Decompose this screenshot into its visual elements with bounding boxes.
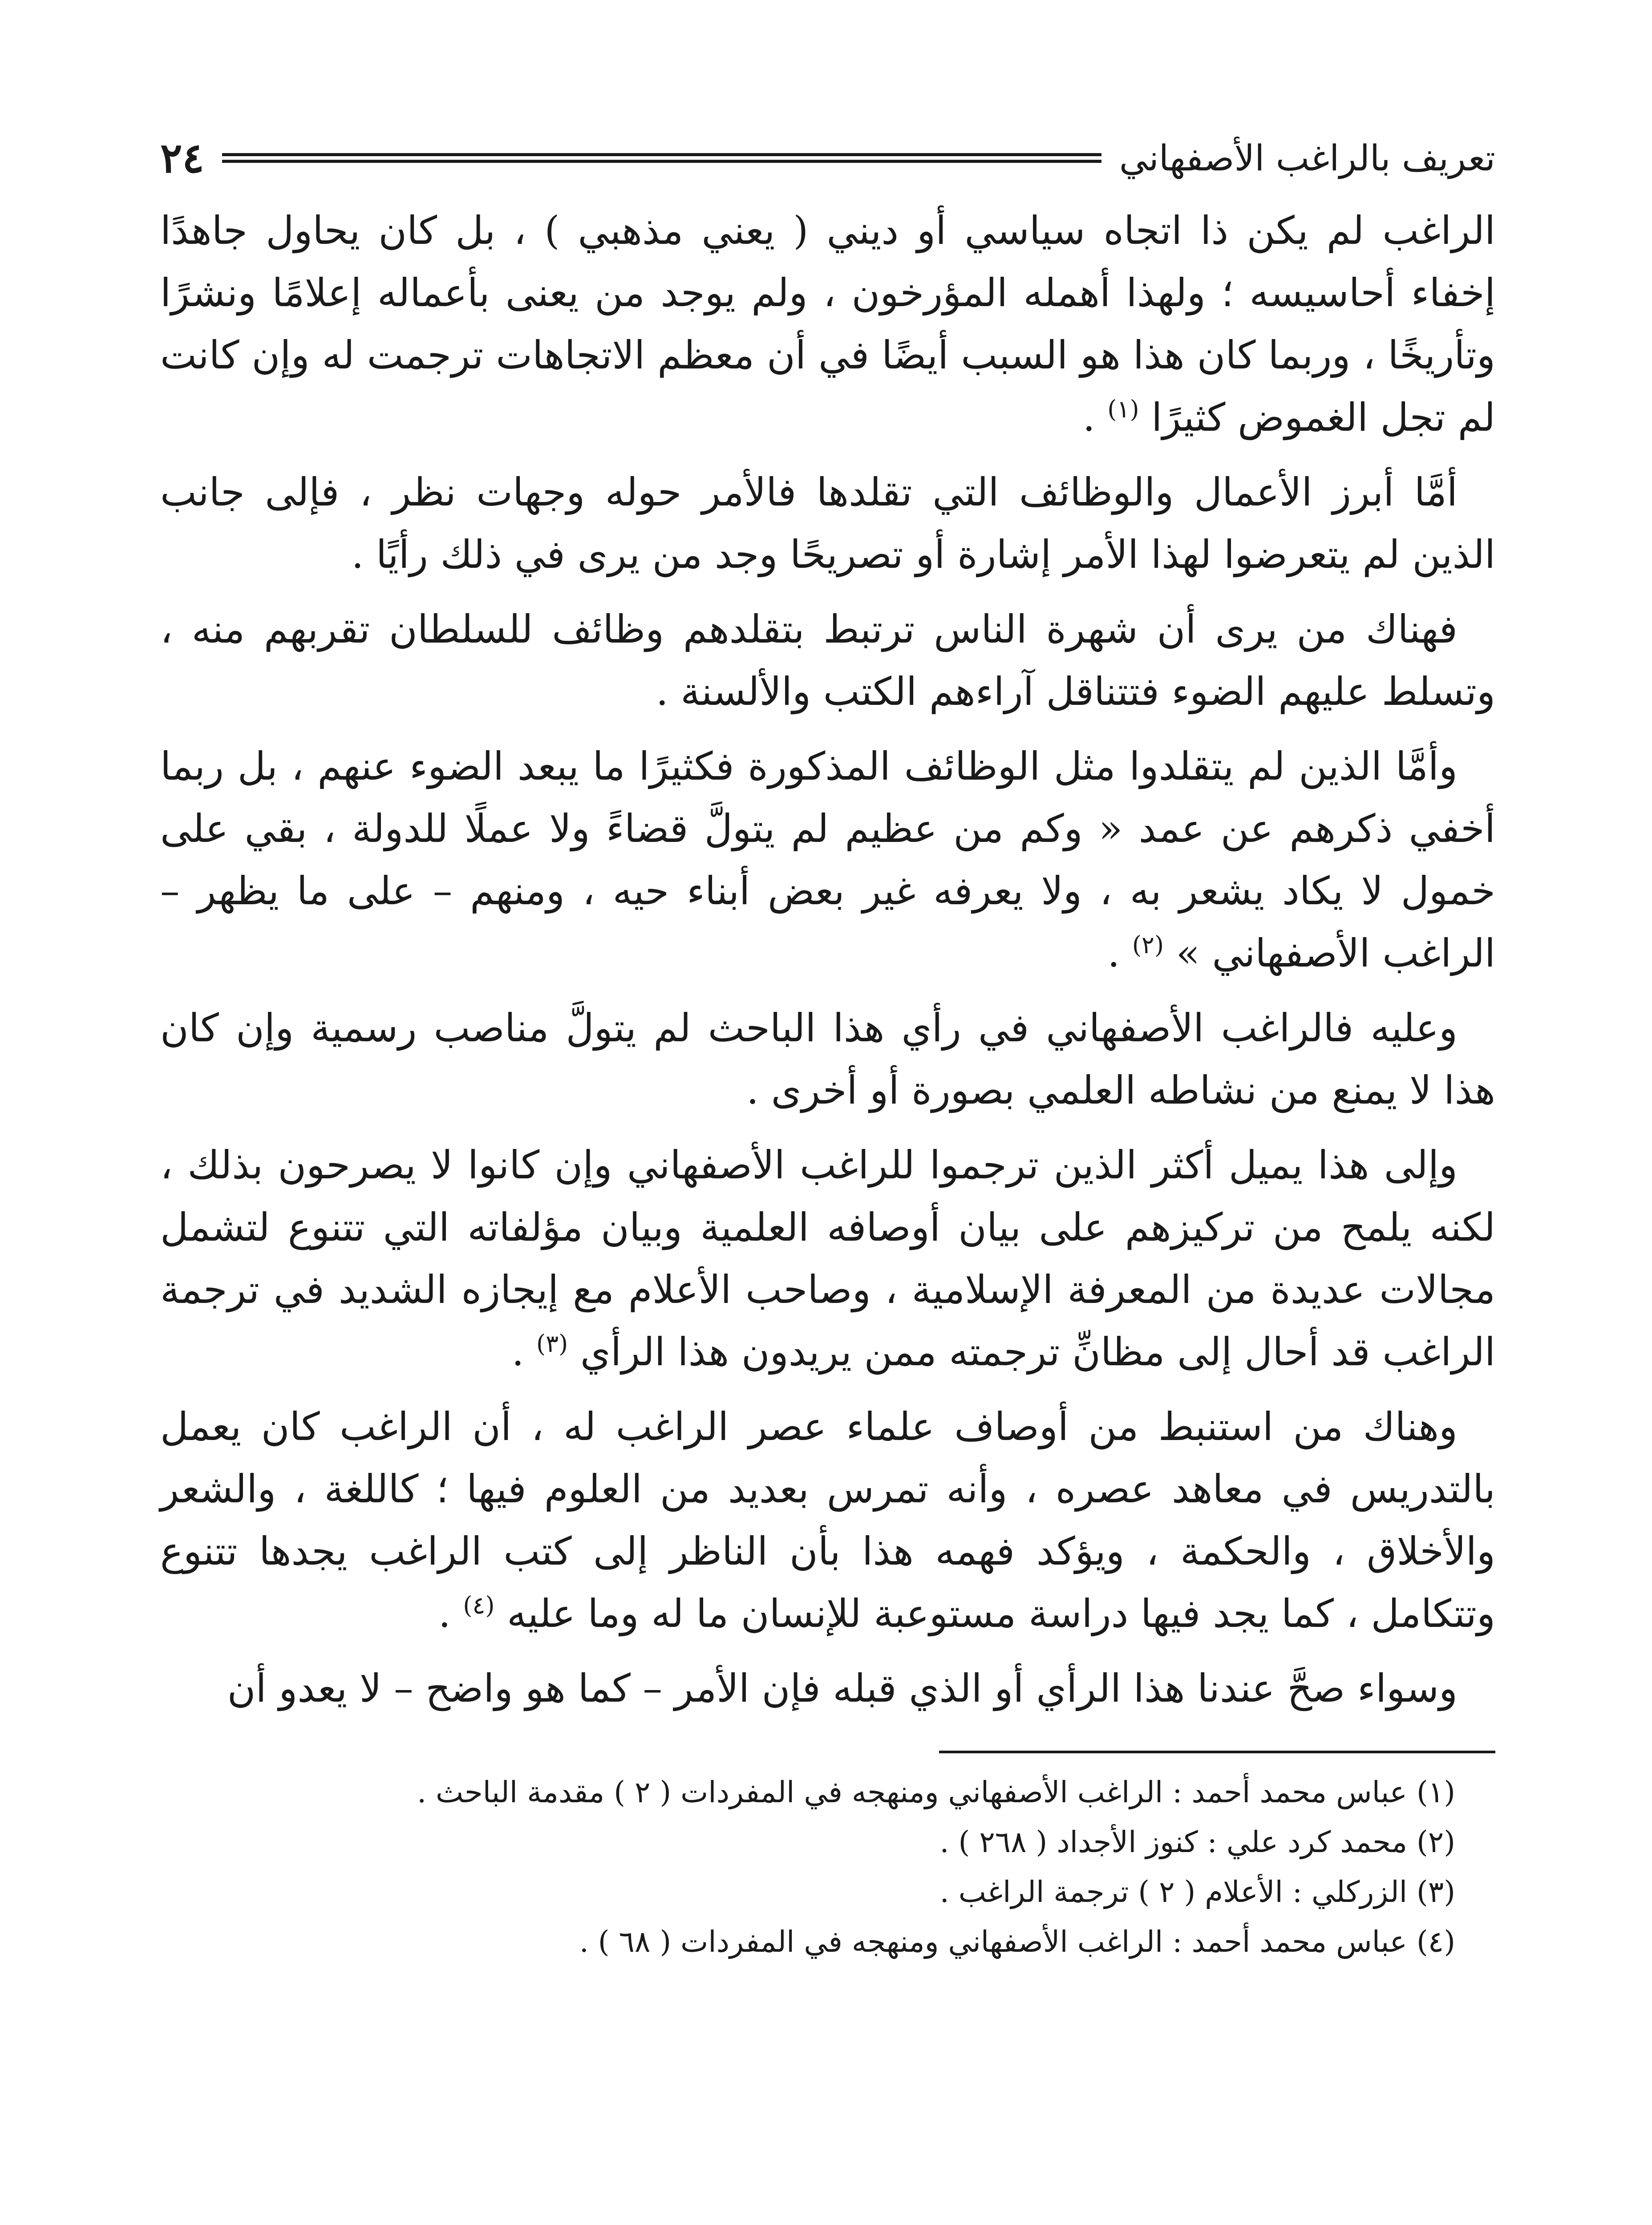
- footnote-reference: (٣): [536, 1330, 568, 1358]
- footnotes: [160, 1768, 1495, 1967]
- paragraph-text: وهناك من استنبط من أوصاف علماء عصر الراغب له ، أن الراغب كان يعمل بالتدريس في معاهد عصره ، وأنه تمرس بعديد من العلوم فيها ؛ كاللغة ، والشعر والأخلاق ، والحكمة ، ويؤكد فهمه هذا بأن الناظر إلى كتب الراغب يجدها تتنوع وتتكامل ، كما يجد فيها دراسة مستوعبة للإنسان ما له وما عليه: [160, 1404, 1495, 1636]
- paragraph-tail: .: [511, 1329, 537, 1375]
- footnote: (٤) عباس محمد أحمد : الراغب الأصفهاني ومنهجه في المفردات ( ٦٨ ) .: [579, 1925, 1455, 1959]
- paragraph: [160, 199, 1495, 449]
- header-double-rule: [222, 153, 1101, 163]
- paragraph: [160, 997, 1495, 1121]
- paragraph: [160, 598, 1495, 723]
- paragraph-text: وعليه فالراغب الأصفهاني في رأي هذا الباحث لم يتولَّ مناصب رسمية وإن كان هذا لا يمنع من نشاطه العلمي بصورة أو أخرى .: [160, 1005, 1495, 1113]
- footnote-separator: [939, 1751, 1495, 1753]
- paragraph-tail: .: [1083, 395, 1108, 440]
- paragraph: [160, 1396, 1495, 1645]
- paragraph: [160, 735, 1495, 984]
- paragraph-text: وأمَّا الذين لم يتقلدوا مثل الوظائف المذكورة فكثيرًا ما يبعد الضوء عنهم ، بل ربما أخفي ذكرهم عن عمد « وكم من عظيم لم يتولَّ قضاءً ولا عملًا للدولة ، بقي على خمول لا يكاد يشعر به ، ولا يعرفه غير بعض أبناء حيه ، ومنهم – على ما يظهر – الراغب الأصفهاني »: [160, 744, 1495, 976]
- running-header: [160, 129, 1495, 187]
- paragraph-text: الراغب لم يكن ذا اتجاه سياسي أو ديني ( يعني مذهبي ) ، بل كان يحاول جاهدًا إخفاء أحاسيسه ؛ ولهذا أهمله المؤرخون ، ولم يوجد من يعنى بأعماله إعلامًا ونشرًا وتأريخًا ، وربما كان هذا هو السبب أيضًا في أن معظم الاتجاهات ترجمت له وإن كانت لم تجل الغموض كثيرًا: [160, 208, 1495, 440]
- page-number: ٢٤: [160, 134, 204, 182]
- paragraph-text: فهناك من يرى أن شهرة الناس ترتبط بتقلدهم وظائف للسلطان تقربهم منه ، وتسلط عليهم الضوء فتتناقل آراءهم الكتب والألسنة .: [160, 607, 1495, 714]
- running-title: تعريف بالراغب الأصفهاني: [1119, 137, 1495, 179]
- paragraph-text: وسواء صحَّ عندنا هذا الرأي أو الذي قبله فإن الأمر – كما هو واضح – لا يعدو أن: [227, 1666, 1458, 1711]
- book-page: [160, 129, 1495, 2225]
- paragraph: [160, 1657, 1495, 1719]
- footnote-reference: (٢): [1132, 931, 1164, 959]
- footnote: (٢) محمد كرد علي : كنوز الأجداد ( ٢٦٨ ) .: [939, 1825, 1455, 1859]
- footnote: (٣) الزركلي : الأعلام ( ٢ ) ترجمة الراغب .: [939, 1875, 1455, 1909]
- body-text: [160, 199, 1495, 1719]
- footnote: (١) عباس محمد أحمد : الراغب الأصفهاني ومنهجه في المفردات ( ٢ ) مقدمة الباحث .: [417, 1775, 1455, 1809]
- paragraph-text: أمَّا أبرز الأعمال والوظائف التي تقلدها فالأمر حوله وجهات نظر ، فإلى جانب الذين لم يتعرضوا لهذا الأمر إشارة أو تصريحًا وجد من يرى في ذلك رأيًا .: [160, 469, 1495, 577]
- footnote-reference: (١): [1107, 395, 1139, 423]
- footnote-reference: (٤): [463, 1591, 495, 1619]
- paragraph: [160, 461, 1495, 586]
- paragraph-tail: .: [438, 1591, 463, 1636]
- paragraph-tail: .: [1107, 930, 1132, 976]
- paragraph-text: وإلى هذا يميل أكثر الذين ترجموا للراغب الأصفهاني وإن كانوا لا يصرحون بذلك ، لكنه يلمح من تركيزهم على بيان أوصافه العلمية وبيان مؤلفاته التي تتنوع لتشمل مجالات عديدة من المعرفة الإسلامية ، وصاحب الأعلام مع إيجازه الشديد في ترجمة الراغب قد أحال إلى مظانِّ ترجمته ممن يريدون هذا الرأي: [160, 1142, 1495, 1375]
- paragraph: [160, 1134, 1495, 1383]
